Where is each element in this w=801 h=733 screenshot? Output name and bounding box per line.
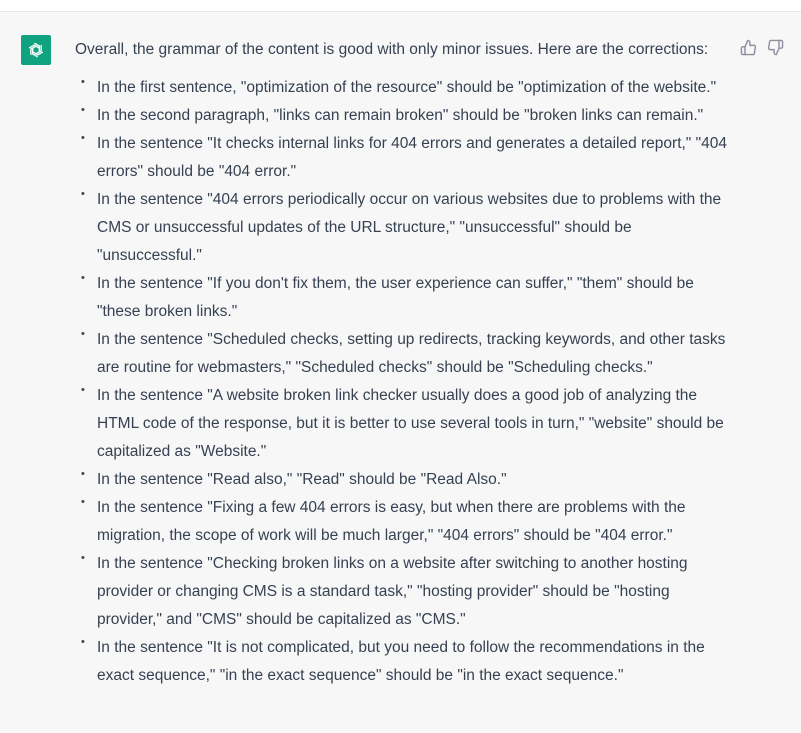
correction-item — [75, 102, 735, 130]
bullet-marker: • — [81, 188, 85, 200]
correction-item — [75, 634, 735, 690]
feedback-actions — [740, 39, 784, 56]
thumbs-down-icon — [767, 39, 784, 56]
previous-message-edge — [0, 0, 801, 12]
bullet-marker: • — [81, 76, 85, 88]
thumbs-up-button[interactable] — [740, 39, 757, 56]
correction-item — [75, 130, 735, 186]
correction-item — [75, 326, 735, 382]
assistant-message — [0, 12, 801, 733]
corrections-list — [75, 74, 735, 690]
assistant-avatar — [21, 35, 51, 65]
correction-text: In the sentence "It is not complicated, but you need to follow the recommendations in the exact sequence," "in the exact sequence" should be "in the exact sequence." — [97, 639, 705, 684]
bullet-marker: • — [81, 636, 85, 648]
correction-text: In the sentence "Fixing a few 404 errors is easy, but when there are problems with the migration, the scope of work will be much larger," "404 errors" should be "404 error." — [97, 499, 686, 544]
correction-text: In the sentence "Read also," "Read" should be "Read Also." — [97, 471, 507, 488]
thumbs-up-icon — [740, 39, 757, 56]
correction-text: In the sentence "It checks internal links for 404 errors and generates a detailed report," "404 errors" should be "404 error." — [97, 135, 727, 180]
correction-text: In the first sentence, "optimization of the resource" should be "optimization of the website." — [97, 79, 717, 96]
correction-text: In the sentence "Checking broken links on a website after switching to another hosting provider or changing CMS is a standard task," "hosting provider" should be "hosting provider," and "CMS" should be capitalized as "CMS." — [97, 555, 688, 628]
openai-logo-icon — [25, 39, 47, 61]
message-content — [75, 38, 735, 690]
correction-text: In the second paragraph, "links can remain broken" should be "broken links can remain." — [97, 107, 704, 124]
correction-item — [75, 186, 735, 270]
bullet-marker: • — [81, 384, 85, 396]
correction-text: In the sentence "If you don't fix them, the user experience can suffer," "them" should be "these broken links." — [97, 275, 694, 320]
correction-text: In the sentence "Scheduled checks, setting up redirects, tracking keywords, and other tasks are routine for webmasters," "Scheduled checks" should be "Scheduling checks." — [97, 331, 726, 376]
bullet-marker: • — [81, 132, 85, 144]
correction-item — [75, 550, 735, 634]
bullet-marker: • — [81, 272, 85, 284]
thumbs-down-button[interactable] — [767, 39, 784, 56]
bullet-marker: • — [81, 104, 85, 116]
correction-text: In the sentence "404 errors periodically occur on various websites due to problems with the CMS or unsuccessful updates of the URL structure," "unsuccessful" should be "unsuccessful." — [97, 191, 722, 264]
correction-item — [75, 494, 735, 550]
correction-item — [75, 466, 735, 494]
correction-text: In the sentence "A website broken link checker usually does a good job of analyzing the HTML code of the response, but it is better to use several tools in turn," "website" should be capitalized as "Website." — [97, 387, 724, 460]
bullet-marker: • — [81, 496, 85, 508]
correction-item — [75, 74, 735, 102]
bullet-marker: • — [81, 552, 85, 564]
bullet-marker: • — [81, 328, 85, 340]
bullet-marker: • — [81, 468, 85, 480]
correction-item — [75, 382, 735, 466]
message-intro: Overall, the grammar of the content is good with only minor issues. Here are the corrections: — [75, 41, 709, 58]
correction-item — [75, 270, 735, 326]
